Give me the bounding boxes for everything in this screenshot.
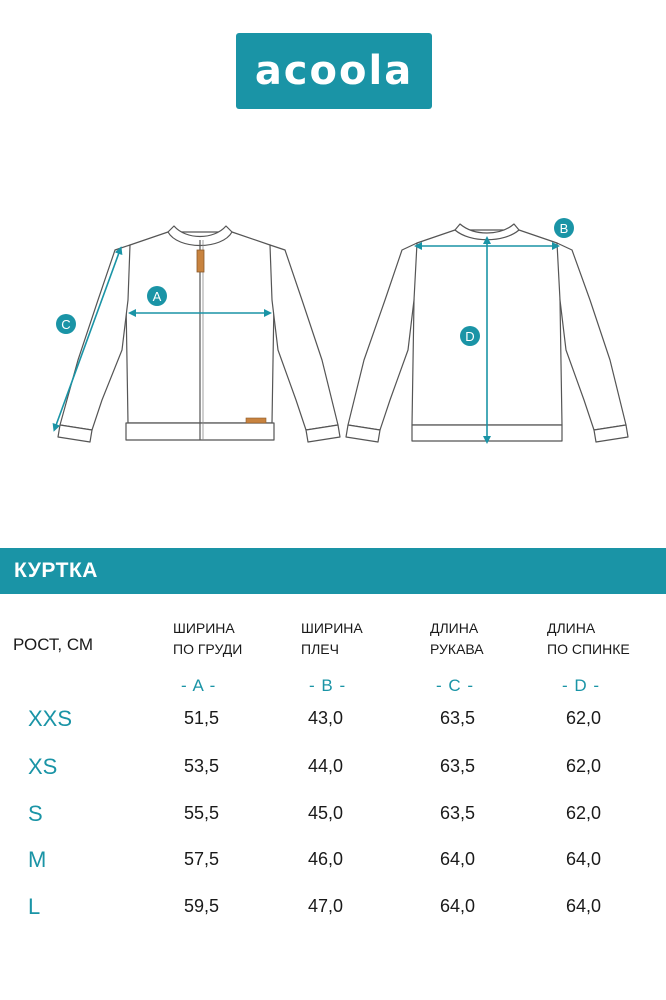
column-letter-a: - A - [181,676,217,695]
size-label: L [28,894,41,919]
column-header-a-line1: ШИРИНА [173,620,235,636]
column-letter-b: - B - [309,676,347,695]
column-header-a-line2: ПО ГРУДИ [173,641,243,657]
chest-width-value: 59,5 [184,896,220,916]
sleeve-length-value: 63,5 [440,803,476,823]
column-header-a [173,618,242,660]
chest-width-value: 57,5 [184,849,220,869]
growth-header: РОСТ, СМ [13,635,94,654]
column-header-d-line1: ДЛИНА [547,620,596,636]
sleeve-length-value: 63,5 [440,756,476,776]
table-row [0,894,666,924]
size-label: S [28,801,43,826]
shoulder-width-value: 47,0 [308,896,344,916]
back-length-value: 62,0 [566,803,602,823]
chest-width-value: 53,5 [184,756,220,776]
table-row [0,847,666,877]
column-header-d-line2: ПО СПИНКЕ [547,641,630,657]
size-label: M [28,847,47,872]
table-row [0,706,666,736]
sleeve-length-value: 63,5 [440,708,476,728]
marker-a-label: A [152,289,162,304]
back-length-value: 64,0 [566,849,602,869]
column-letter-c: - C - [436,676,475,695]
table-row [0,801,666,831]
logo-text: acoola [254,48,414,94]
column-header-c-line2: РУКАВА [430,641,484,657]
back-length-value: 64,0 [566,896,602,916]
column-header-b [301,618,363,660]
column-header-b-line1: ШИРИНА [301,620,363,636]
zipper-pull [197,250,204,272]
chest-width-value: 51,5 [184,708,220,728]
chest-width-value: 55,5 [184,803,220,823]
section-banner [0,548,666,594]
size-label: XS [28,754,58,779]
column-header-c [430,618,484,660]
brand-tag [246,418,266,423]
column-header-b-line2: ПЛЕЧ [301,641,339,657]
sleeve-length-value: 64,0 [440,896,476,916]
sleeve-length-value: 64,0 [440,849,476,869]
shoulder-width-value: 46,0 [308,849,344,869]
back-length-value: 62,0 [566,756,602,776]
jacket-measurement-diagram [0,200,666,470]
column-letter-d: - D - [562,676,601,695]
shoulder-width-value: 44,0 [308,756,344,776]
marker-d-label: D [465,329,475,344]
marker-b-label: B [559,221,569,236]
brand-logo [236,33,432,109]
column-header-d [547,618,630,660]
marker-c-label: C [61,317,71,332]
size-label: XXS [28,706,73,731]
shoulder-width-value: 43,0 [308,708,344,728]
shoulder-width-value: 45,0 [308,803,344,823]
column-header-c-line1: ДЛИНА [430,620,479,636]
back-length-value: 62,0 [566,708,602,728]
table-row [0,754,666,784]
section-title: КУРТКА [14,559,98,582]
